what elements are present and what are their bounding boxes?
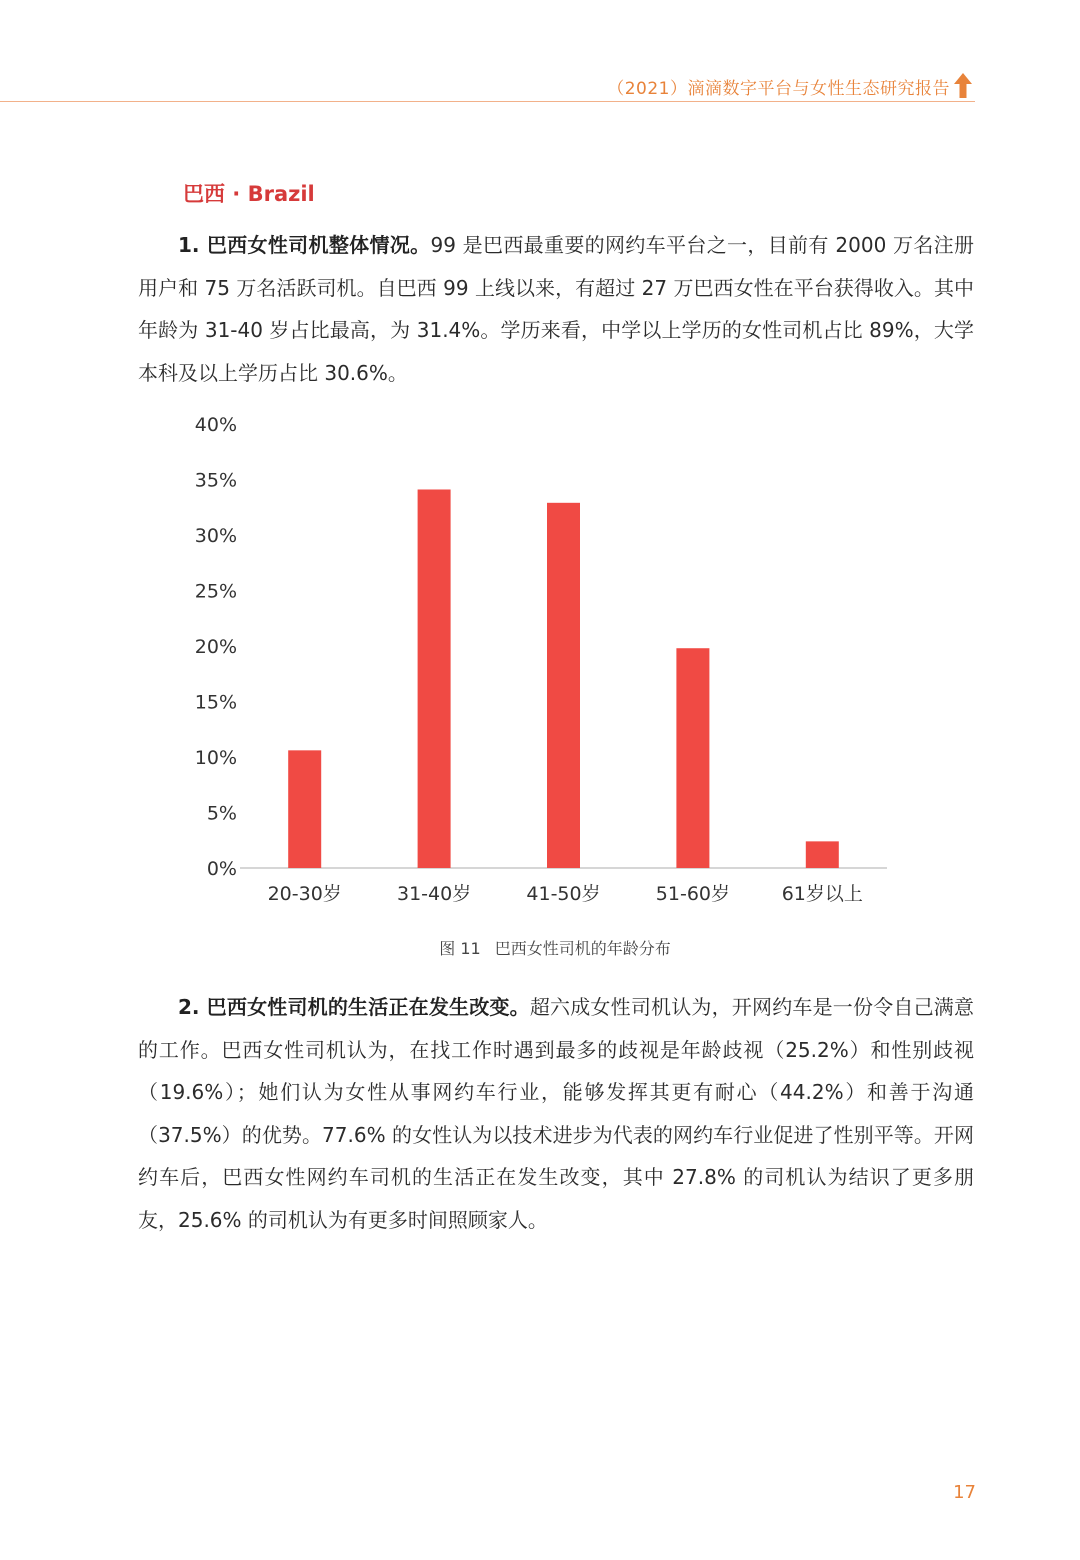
bar-4: [806, 841, 839, 868]
x-tick-label: 41-50岁: [526, 883, 601, 905]
y-tick-label: 30%: [194, 525, 237, 547]
bar-2: [547, 503, 580, 868]
y-tick-label: 5%: [206, 802, 237, 825]
paragraph-body: 超六成女性司机认为，开网约车是一份令自己满意的工作。巴西女性司机认为，在找工作时遇到最多的歧视是年龄歧视（25.2%）和性别歧视（19.6%）；她们认为女性从事网约车行业，能够发挥其更有耐心（44.2%）和善于沟通（37.5%）的优势。77.6% 的女性认为以技术进步为代表的网约车行业促进了性别平等。开网约车后，巴西女性网约车司机的生活正在发生改变，其中 27.8% 的司机认为结识了更多朋友，25.6% 的司机认为有更多时间照顾家人。: [138, 995, 974, 1232]
page-number: 17: [953, 1482, 976, 1503]
x-tick-label: 51-60岁: [655, 883, 731, 905]
figure-label: 图 11: [439, 939, 481, 958]
paragraph-lead: 1. 巴西女性司机整体情况。: [178, 233, 431, 257]
header-divider: [0, 101, 975, 102]
y-tick-label: 35%: [194, 469, 237, 492]
paragraph-overview: [138, 224, 974, 394]
y-tick-label: 20%: [194, 636, 237, 658]
paragraph-life-change: [138, 986, 974, 1241]
bar-3: [676, 648, 709, 868]
figure-caption-text: 巴西女性司机的年龄分布: [494, 939, 671, 958]
report-title: （2021）滴滴数字平台与女性生态研究报告: [607, 79, 950, 99]
y-tick-label: 10%: [194, 747, 237, 769]
y-tick-label: 25%: [194, 580, 237, 603]
y-tick-label: 40%: [194, 414, 237, 436]
y-tick-label: 0%: [206, 858, 237, 880]
paragraph-lead: 2. 巴西女性司机的生活正在发生改变。: [178, 995, 530, 1019]
figure-caption: [0, 936, 1080, 959]
bar-1: [418, 489, 451, 868]
arrow-up-icon: [952, 72, 974, 100]
x-tick-label: 31-40岁: [396, 883, 472, 905]
y-tick-label: 15%: [194, 691, 237, 714]
x-tick-label: 61岁以上: [781, 883, 863, 905]
section-title: 巴西 · Brazil: [183, 182, 315, 206]
x-tick-label: 20-30岁: [267, 883, 342, 905]
bar-0: [288, 750, 321, 868]
paragraph-body: 99 是巴西最重要的网约车平台之一，目前有 2000 万名注册用户和 75 万名活跃司机。自巴西 99 上线以来，有超过 27 万巴西女性在平台获得收入。其中年龄为 31-40 岁占比最高，为 31.4%。学历来看，中学以上学历的女性司机占比 89%，大学本科及以上学历占比 30.6%。: [138, 233, 974, 385]
